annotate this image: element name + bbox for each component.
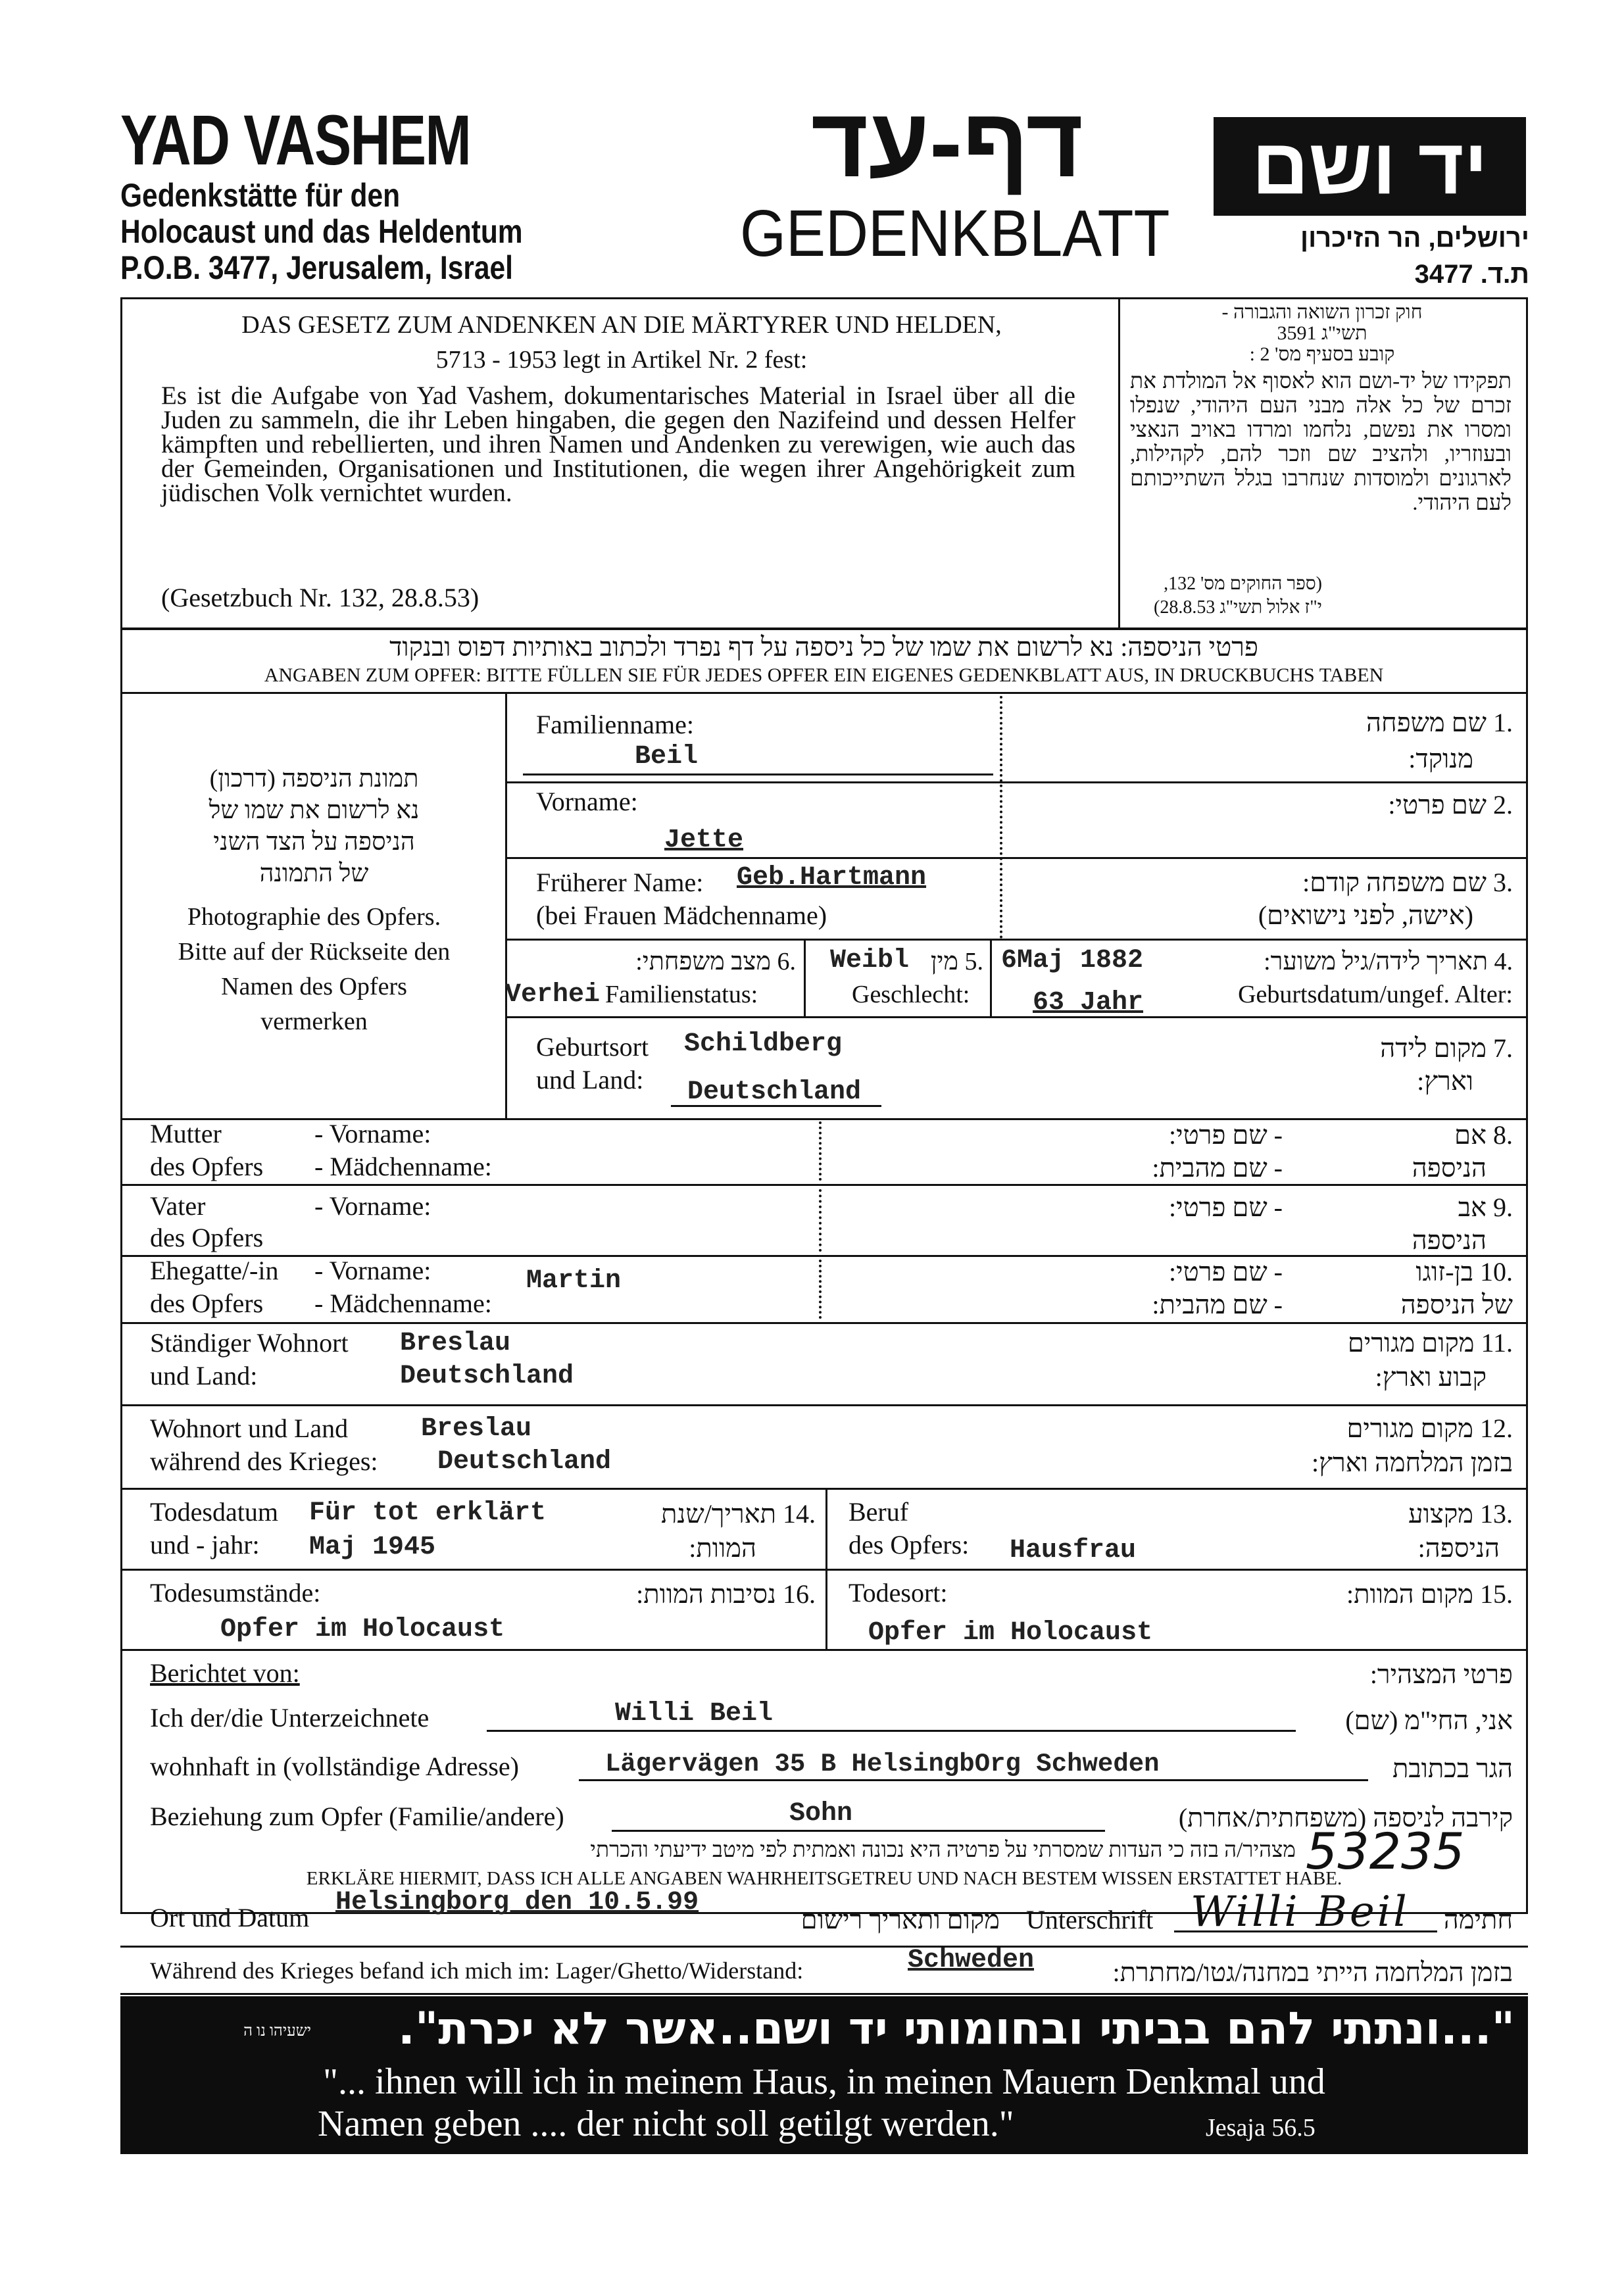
death-place-label: Todesort: xyxy=(849,1578,948,1608)
previous-name-label-he: .3 שם משפחה קודם: xyxy=(1302,868,1513,897)
family-name-label: Familienname: xyxy=(536,710,694,739)
law-title-he-2: תשי"ג 3591 xyxy=(1277,322,1367,344)
relationship-label: Beziehung zum Opfer (Familie/andere) xyxy=(150,1802,564,1831)
footer-hebrew-reference: ישעיהו נו ה xyxy=(243,2023,311,2040)
death-place-value[interactable]: Opfer im Holocaust xyxy=(868,1618,1153,1648)
spouse-sublabel: des Opfers xyxy=(150,1289,264,1318)
photo-german-3: Namen des Opfers xyxy=(221,973,407,1000)
photo-german-4: vermerken xyxy=(260,1008,368,1035)
death-circumstances-label-he: .16 נסיבות המוות: xyxy=(636,1579,816,1609)
father-firstname-label: - Vorname: xyxy=(314,1191,431,1221)
instructions-hebrew: פרטי הניספה: נא לרשום את שמו של כל ניספה על דף נפרד ולכתוב באותיות דפוס ובנקוד xyxy=(389,632,1258,662)
spouse-maidenname-label-he: - שם מהבית: xyxy=(1152,1290,1283,1319)
birth-country-value[interactable]: Deutschland xyxy=(687,1077,862,1107)
residence-label: Ständiger Wohnort xyxy=(150,1328,349,1358)
law-body-de: Es ist die Aufgabe von Yad Vashem, dokumentarisches Material in Israel über all die Juden zu sammeln, die ihr Leben hingaben, die gegen den Nazifeind und dessen Helfer kämpften und rebellierten, und ihren Namen und Andenken zu verewigen, wie auch das der Gemeinden, Organisationen und Institutionen, die wegen ihrer Angehörigkeit zum jüdischen Volk vernichtet wurden. xyxy=(161,381,1075,507)
profession-label-he: .13 מקצוע xyxy=(1408,1499,1513,1529)
logo-subtitle: ירושלים, הר הזיכרון xyxy=(1300,224,1529,253)
org-address: P.O.B. 3477, Jerusalem, Israel xyxy=(120,249,513,286)
residence-city-value[interactable]: Breslau xyxy=(400,1329,511,1358)
mother-maidenname-label-he: - שם מהבית: xyxy=(1152,1153,1283,1183)
wartime-residence-label: Wohnort und Land xyxy=(150,1413,349,1443)
mother-label-he: .8 אם xyxy=(1454,1120,1513,1150)
photo-german-1: Photographie des Opfers. xyxy=(187,903,441,931)
signer-name-label-he: אני, החי"מ (שם) xyxy=(1345,1706,1513,1735)
photo-hebrew-3: הניספה על הצד השני xyxy=(213,828,415,856)
logo-pob: ת.ד. 3477 xyxy=(1414,260,1529,289)
signer-name-label: Ich der/die Unterzeichnete xyxy=(150,1703,430,1732)
spouse-label-he: .10 בן-זוגו xyxy=(1415,1257,1513,1287)
mother-sublabel: des Opfers xyxy=(150,1152,264,1181)
org-subtitle-2: Holocaust und das Heldentum xyxy=(120,213,523,250)
registration-number: 53235 xyxy=(1306,1822,1465,1880)
spouse-sublabel-he: של הניספה xyxy=(1400,1290,1513,1319)
law-title-he-3: קובע בסעיף מס' 2 : xyxy=(1249,343,1395,365)
death-date-label-he: .14 תאריך/שנת xyxy=(660,1499,816,1529)
death-circumstances-label: Todesumstände: xyxy=(150,1578,321,1608)
residence-sublabel-he: קבוע וארץ: xyxy=(1375,1362,1487,1392)
mother-firstname-label-he: - שם פרטי: xyxy=(1169,1120,1283,1150)
birthplace-value[interactable]: Schildberg xyxy=(684,1029,843,1059)
logo-hebrew: יד ושם xyxy=(1252,122,1488,210)
previous-name-value[interactable]: Geb.Hartmann xyxy=(737,863,927,893)
spouse-firstname-label: - Vorname: xyxy=(314,1256,431,1285)
residence-country-value[interactable]: Deutschland xyxy=(400,1362,574,1391)
first-name-label-he: .2 שם פרטי: xyxy=(1388,790,1513,820)
father-firstname-label-he: - שם פרטי: xyxy=(1169,1192,1283,1222)
death-date-value-2[interactable]: Maj 1945 xyxy=(309,1533,436,1562)
birthplace-label-he: .7 מקום לידה xyxy=(1380,1033,1513,1063)
age-value[interactable]: 63 Jahr xyxy=(1033,988,1144,1018)
place-date-label-he: מקום ותאריך רישום xyxy=(800,1905,1000,1934)
death-date-label: Todesdatum xyxy=(150,1497,278,1527)
profession-sublabel: des Opfers: xyxy=(849,1530,970,1560)
signer-name-value[interactable]: Willi Beil xyxy=(615,1699,774,1729)
father-label: Vater xyxy=(150,1191,206,1221)
footer-german-quote-1: "... ihnen will ich in meinem Haus, in meinen Mauern Denkmal und xyxy=(323,2061,1325,2102)
marital-status-label: Familienstatus: xyxy=(605,981,758,1008)
father-sublabel-he: הניספה xyxy=(1412,1225,1487,1255)
father-sublabel: des Opfers xyxy=(150,1223,264,1252)
previous-name-sublabel: (bei Frauen Mädchenname) xyxy=(536,900,827,930)
profession-label: Beruf xyxy=(849,1497,909,1527)
mother-maidenname-label: - Mädchenname: xyxy=(314,1152,492,1181)
photo-hebrew-2: נא לרשום את שמו של xyxy=(209,797,420,824)
wartime-residence-label-he: .12 מקום מגורים xyxy=(1346,1413,1513,1443)
footer-hebrew-quote: "...ונתתי להם בביתי ובחומותי יד ושם..אשר לא יכרת". xyxy=(397,2003,1515,2055)
relationship-label-he: קירבה לניספה (משפחתית/אחרת) xyxy=(1178,1803,1513,1832)
law-body-he: תפקידו של יד-ושם הוא לאסוף אל המולדת את זכרם של כל אלה מבני העם היהודי, שנפלו ומסרו את נפשם, נלחמו ומרדו באויב הנאצי ובעוזריו, ולהציב שם וזכר להם, לקהילות, לארגונים ולמוסדות שנחרבו בגלל השתייכותם לעם היהודי. xyxy=(1130,370,1512,515)
marital-status-label-he: .6 מצב משפחתי: xyxy=(635,948,796,975)
declaration-he: מצהיר/ה בזה כי העדות שמסרתי על פרטיה היא נכונה ואמתית לפי מיטב ידיעתי והכרתי xyxy=(590,1838,1296,1862)
law-title-de-2: 5713 - 1953 legt in Artikel Nr. 2 fest: xyxy=(435,346,808,374)
birth-date-label-he: .4 תאריך לידה/גיל משוער: xyxy=(1264,948,1513,975)
gender-label-he: .5 מין xyxy=(930,948,983,975)
declaration-de: ERKLÄRE HIERMIT, DASS ICH ALLE ANGABEN WAHRHEITSGETREU UND NACH BESTEM WISSEN ERSTATTET HABE. xyxy=(306,1868,1342,1889)
birthplace-label: Geburtsort xyxy=(536,1032,649,1062)
death-place-label-he: .15 מקום המוות: xyxy=(1346,1579,1513,1609)
center-hebrew-title: דף-עד xyxy=(810,87,1084,197)
family-name-label-he-2: מנוקד: xyxy=(1408,744,1473,774)
gender-label: Geschlecht: xyxy=(852,981,970,1008)
law-reference-he-1: (ספר החוקים מס' 132, xyxy=(1164,574,1322,594)
wartime-country-value[interactable]: Deutschland xyxy=(437,1447,612,1477)
instructions-german: ANGABEN ZUM OPFER: BITTE FÜLLEN SIE FÜR JEDES OPFER EIN EIGENES GEDENKBLATT AUS, IN DRUCKBUCHS TABEN xyxy=(264,664,1384,686)
death-circumstances-value[interactable]: Opfer im Holocaust xyxy=(220,1615,505,1644)
profession-value[interactable]: Hausfrau xyxy=(1010,1536,1137,1565)
photo-hebrew-4: של התמונה xyxy=(259,860,369,887)
yad-vashem-logo xyxy=(1214,117,1526,216)
wartime-location-label: Während des Krieges befand ich mich im: Lager/Ghetto/Widerstand: xyxy=(150,1957,804,1984)
death-date-sublabel-he: המוות: xyxy=(689,1533,756,1563)
birthplace-sublabel: und Land: xyxy=(536,1065,644,1094)
residence-sublabel: und Land: xyxy=(150,1361,258,1390)
spouse-label: Ehegatte/-in xyxy=(150,1256,279,1285)
spouse-firstname-value[interactable]: Martin xyxy=(526,1266,622,1296)
photo-hebrew-1: תמונת הניספה (דרכון) xyxy=(209,765,419,793)
wartime-location-label-he: בזמן המלחמה הייתי במחנה/גטו/מחתרת: xyxy=(1112,1957,1513,1987)
birth-date-value[interactable]: 6Maj 1882 xyxy=(1001,946,1144,975)
previous-name-sublabel-he: (אישה, לפני נישואים) xyxy=(1258,900,1473,930)
residence-label-he: .11 מקום מגורים xyxy=(1347,1328,1513,1358)
first-name-label: Vorname: xyxy=(536,787,638,816)
signer-address-label-he: הגר בכתובת xyxy=(1392,1754,1513,1783)
reporter-title: Berichtet von: xyxy=(150,1658,300,1688)
law-title-de-1: DAS GESETZ ZUM ANDENKEN AN DIE MÄRTYRER UND HELDEN, xyxy=(241,311,1002,339)
org-name: YAD VASHEM xyxy=(120,100,471,180)
profession-sublabel-he: הניספה: xyxy=(1417,1533,1500,1563)
previous-name-label: Früherer Name: xyxy=(536,868,704,897)
wartime-city-value[interactable]: Breslau xyxy=(421,1414,532,1444)
relationship-value[interactable]: Sohn xyxy=(789,1799,853,1829)
reporter-title-he: פרטי המצהיר: xyxy=(1369,1659,1513,1689)
place-date-label: Ort und Datum xyxy=(150,1903,310,1932)
father-label-he: .9 אב xyxy=(1458,1192,1513,1222)
mother-sublabel-he: הניספה xyxy=(1412,1153,1487,1183)
birthplace-sublabel-he: וארץ: xyxy=(1417,1066,1473,1096)
family-name-label-he: .1 שם משפחה xyxy=(1366,708,1513,737)
wartime-location-value[interactable]: Schweden xyxy=(908,1946,1035,1975)
document-title: GEDENKBLATT xyxy=(740,197,1170,270)
place-date-value[interactable]: Helsingborg den 10.5.99 xyxy=(335,1888,699,1917)
signature-label-he: חתימה xyxy=(1443,1905,1513,1934)
signature-label: Unterschrift xyxy=(1026,1905,1154,1934)
wartime-residence-sublabel-he: בזמן המלחמה וארץ: xyxy=(1312,1448,1513,1477)
signer-address-value[interactable]: Lägervägen 35 B HelsingbOrg Schweden xyxy=(605,1750,1160,1779)
mother-firstname-label: - Vorname: xyxy=(314,1119,431,1148)
footer-german-quote-2: Namen geben .... der nicht soll getilgt werden." xyxy=(318,2103,1014,2144)
death-date-sublabel: und - jahr: xyxy=(150,1530,260,1560)
spouse-firstname-label-he: - שם פרטי: xyxy=(1169,1257,1283,1287)
footer-german-reference: Jesaja 56.5 xyxy=(1206,2114,1316,2142)
spouse-maidenname-label: - Mädchenname: xyxy=(314,1289,492,1318)
law-reference-he-2: י"ז אלול תשי"ג 28.8.53) xyxy=(1154,597,1322,618)
footer-quote-box xyxy=(120,1996,1528,2154)
law-reference-de: (Gesetzbuch Nr. 132, 28.8.53) xyxy=(161,583,480,612)
wartime-residence-sublabel: während des Krieges: xyxy=(150,1446,378,1476)
birth-date-label: Geburtsdatum/ungef. Alter: xyxy=(1238,981,1513,1008)
death-date-value-1[interactable]: Für tot erklärt xyxy=(309,1498,547,1528)
first-name-value[interactable]: Jette xyxy=(664,825,744,855)
photo-german-2: Bitte auf der Rückseite den xyxy=(178,938,451,966)
marital-status-value[interactable]: Verhei xyxy=(505,980,601,1010)
signer-address-label: wohnhaft in (vollständige Adresse) xyxy=(150,1752,519,1781)
org-subtitle-1: Gedenkstätte für den xyxy=(120,177,401,214)
family-name-value[interactable]: Beil xyxy=(635,742,699,772)
gender-value[interactable]: Weibl xyxy=(830,946,910,975)
law-title-he-1: חוק זכרון השואה והגבורה - xyxy=(1221,301,1423,323)
mother-label: Mutter xyxy=(150,1119,222,1148)
signature: Willi Beil xyxy=(1191,1888,1410,1936)
